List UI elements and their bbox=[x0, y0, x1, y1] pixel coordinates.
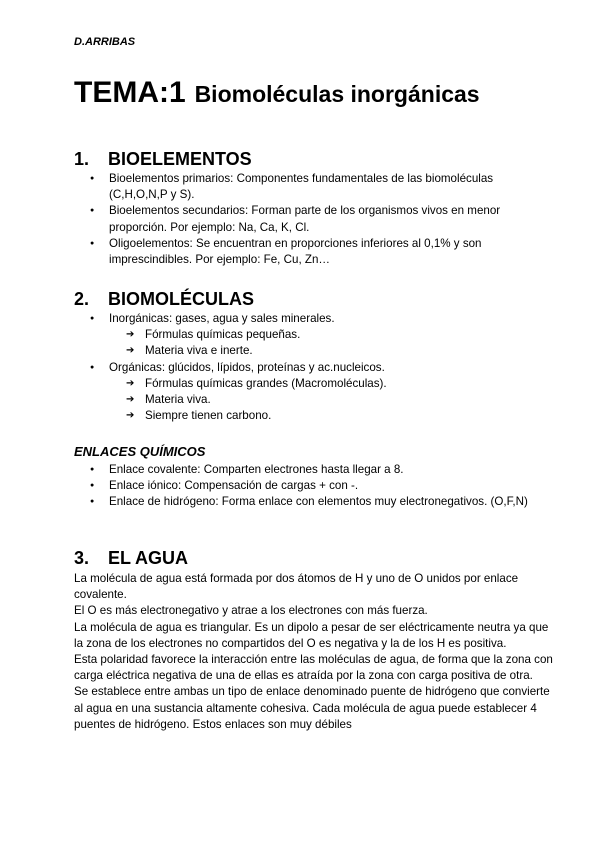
paragraph: El O es más electronegativo y atrae a los electrones con más fuerza. bbox=[74, 604, 428, 618]
sub-list bbox=[109, 327, 544, 359]
agua-body bbox=[74, 571, 554, 733]
list-item: ● Enlace covalente: Comparten electrones hasta llegar a 8. bbox=[74, 462, 544, 478]
title-subtitle: Biomoléculas inorgánicas bbox=[194, 81, 480, 107]
list-item-text: Inorgánicas: gases, agua y sales minerales. bbox=[109, 312, 335, 325]
section-heading-biomoleculas bbox=[74, 288, 254, 310]
page-title bbox=[74, 72, 480, 113]
title-tema: TEMA:1 bbox=[74, 76, 186, 109]
sub-list-item: ➔ Materia viva e inerte. bbox=[109, 343, 544, 359]
sub-list-item: ➔ Materia viva. bbox=[109, 392, 544, 408]
subsection-heading-enlaces: ENLACES QUÍMICOS bbox=[74, 444, 206, 459]
sub-list-item: ➔ Fórmulas químicas grandes (Macromoléculas). bbox=[109, 376, 544, 392]
paragraph: La molécula de agua es triangular. Es un dipolo a pesar de ser eléctricamente neutra ya que la zona de los electrones no compartidos del O es negativa y la de los H es positiva. bbox=[74, 620, 549, 650]
section-heading-bioelementos bbox=[74, 148, 252, 170]
enlaces-list bbox=[74, 462, 544, 511]
list-item bbox=[74, 311, 544, 360]
list-item: ● Enlace iónico: Compensación de cargas + con -. bbox=[74, 478, 544, 494]
author-name: D.ARRIBAS bbox=[74, 36, 136, 48]
section-number: 3. bbox=[74, 548, 90, 568]
paragraph: Esta polaridad favorece la interacción entre las moléculas de agua, de forma que la zona con carga eléctrica negativa de una de ellas es atraída por la zona con carga positiva de otra. bbox=[74, 653, 553, 683]
section-title: BIOMOLÉCULAS bbox=[108, 289, 254, 309]
list-item: ● Bioelementos primarios: Componentes fundamentales de las biomoléculas (C,H,O,N,P y S). bbox=[74, 171, 544, 203]
sub-list-item: ➔ Fórmulas químicas pequeñas. bbox=[109, 327, 544, 343]
sub-list bbox=[109, 376, 544, 425]
biomoleculas-list bbox=[74, 311, 544, 424]
sub-list-item: ➔ Siempre tienen carbono. bbox=[109, 408, 544, 424]
section-number: 1. bbox=[74, 149, 90, 169]
list-item: ● Oligoelementos: Se encuentran en proporciones inferiores al 0,1% y son imprescindibles. Por ejemplo: Fe, Cu, Zn… bbox=[74, 236, 544, 268]
section-heading-agua bbox=[74, 547, 188, 569]
section-title: BIOELEMENTOS bbox=[108, 149, 252, 169]
paragraph: La molécula de agua está formada por dos átomos de H y uno de O unidos por enlace covalente. bbox=[74, 572, 519, 602]
list-item: ● Bioelementos secundarios: Forman parte de los organismos vivos en menor proporción. Por ejemplo: Na, Ca, K, Cl. bbox=[74, 203, 544, 235]
section-title: EL AGUA bbox=[108, 548, 189, 568]
list-item-text: Orgánicas: glúcidos, lípidos, proteínas y ac.nucleicos. bbox=[109, 360, 385, 374]
bioelementos-list bbox=[74, 171, 544, 268]
section-number: 2. bbox=[74, 289, 90, 309]
paragraph: Se establece entre ambas un tipo de enlace denominado puente de hidrógeno que convierte al agua en una sustancia altamente cohesiva. Cada molécula de agua puede establecer 4 puentes de hidrógeno. Estos enlaces son muy débiles bbox=[74, 685, 550, 731]
list-item bbox=[74, 360, 544, 425]
list-item: ● Enlace de hidrógeno: Forma enlace con elementos muy electronegativos. (O,F,N) bbox=[74, 494, 544, 510]
